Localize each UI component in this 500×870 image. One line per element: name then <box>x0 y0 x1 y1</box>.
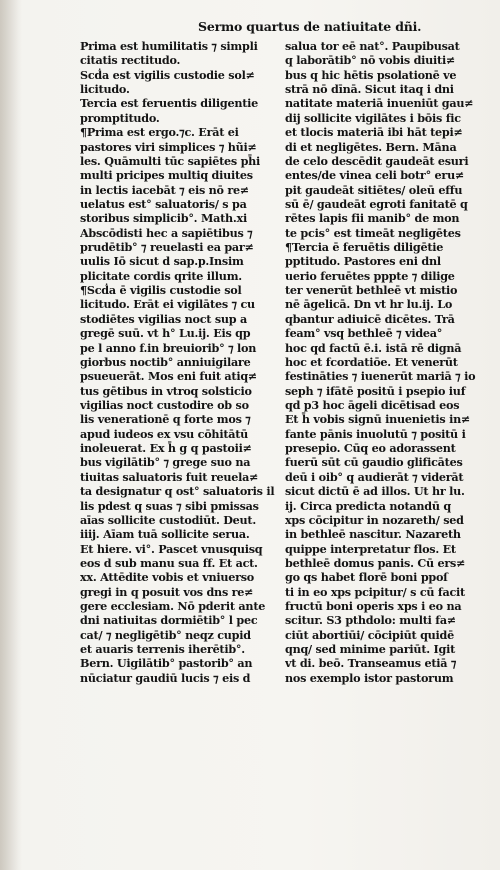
right-column-line: xps cōcipitur in nozareth/ sed <box>285 512 464 527</box>
left-column-line: Prima est humilitatis ⁊ simpli <box>80 39 258 53</box>
right-column-line: fructū boni operis xps i eo na <box>285 599 462 614</box>
right-column-line: uerio feruētes pppte ⁊ dilige <box>285 268 455 283</box>
right-column-line: seph ⁊ ifātē positū i psepio iuf <box>285 383 466 398</box>
right-column-line: hoc et fcordatiōe. Et venerūt <box>285 354 458 369</box>
right-column-line: rētes lapis fii manib° de mon <box>285 211 460 226</box>
left-column-line: iiij. Aīam tuā sollicite serua. <box>80 527 250 542</box>
left-column-line: promptitudo. <box>80 110 160 125</box>
left-column-line: pe l anno f.in breuiorib° ⁊ lon <box>80 340 257 355</box>
left-column-line: licitudo. Erāt ei vigilātes ⁊ cu <box>80 297 255 312</box>
left-column-line: psueuerāt. Mos eni fuit atiq≠ <box>80 369 258 384</box>
running-header: Sermo quartus de natiuitate dñi. <box>198 19 422 34</box>
left-text-column <box>80 39 276 685</box>
left-column-line: pastores viri simplices ⁊ hũi≠ <box>80 139 257 154</box>
left-column-line: ¶Prima est ergo.⁊c. Erāt ei <box>80 125 239 140</box>
right-column-line: Et h̄ vobis signū inuenietis in≠ <box>285 412 471 427</box>
left-column-line: tiuitas saluatoris fuit reuela≠ <box>80 469 259 484</box>
left-column-line: Abscōdisti hec a sapiētibus ⁊ <box>80 225 253 240</box>
left-column-line: Tercia est feruentis diligentie <box>80 96 258 111</box>
left-column-line: uelatus est° saluatoris/ s pa <box>80 196 247 211</box>
right-column-line: bus q hic hētis psolationē ve <box>285 67 457 82</box>
right-column-line: festināties ⁊ iuenerūt mariā ⁊ io <box>285 369 476 384</box>
left-column-line: les. Quāmulti tūc sapiētes ph̄i <box>80 153 261 168</box>
left-column-line: cat/ ⁊ negligētib° neqz cupid <box>80 627 251 642</box>
right-column-line: pptitudo. Pastores eni dnl <box>285 254 441 269</box>
left-column-line: gregē suū. vt h° Lu.ij. Eis qp <box>80 326 251 341</box>
right-column-line: qd p3 hoc āgeli dicētisad eos <box>285 397 460 412</box>
left-column-line: et auaris terrenis iherētib°. <box>80 642 245 657</box>
right-column-line: ciūt abortiūi/ cōcipiūt quidē <box>285 627 454 642</box>
left-column-line: aīas sollicite custodiūt. Deut. <box>80 512 256 527</box>
right-column-line: strā nō dīnā. Sicut itaq i dni <box>285 82 454 97</box>
left-column-line: dni natiuitas dormiētib° l pec <box>80 613 258 628</box>
left-column-line: ta designatur q ost° saluatoris il <box>80 484 275 499</box>
right-column-line: entes/de vinea celi botr° eru≠ <box>285 168 465 183</box>
right-column-line: nos exemplo istor pastorum <box>285 670 454 685</box>
left-column-line: tus gētibus in vtroq solsticio <box>80 383 252 398</box>
left-column-line: ¶Scḋa ē vigilis custodie sol <box>80 283 242 298</box>
right-column-line: feam° vsq bethleē ⁊ videa° <box>285 326 443 341</box>
left-column-line: Bern. Uigilātib° pastorib° an <box>80 656 253 671</box>
left-column-line: in lectis iacebāt ⁊ eis nō re≠ <box>80 182 250 197</box>
left-column-line: vigilias noct custodire ob so <box>80 397 249 412</box>
right-column-line: go qs habet florē boni ppoſ <box>285 570 448 585</box>
left-column-line: nūciatur gaudiū lucis ⁊ eis d <box>80 670 251 685</box>
right-column-line: q laborātib° nō vobis diuiti≠ <box>285 53 456 68</box>
left-column-line: citatis rectitudo. <box>80 53 181 68</box>
right-column-line: pit gaudeāt sitiētes/ oleū effu <box>285 182 463 197</box>
right-column-line: de celo descēdit gaudeāt esuri <box>285 153 469 168</box>
right-column-line: deū i oib° q audierāt ⁊ viderāt <box>285 469 464 484</box>
right-column-line: quippe interpretatur flos. Et <box>285 541 456 556</box>
right-column-line: nē āgelicā. Dn vt hr lu.ij. Lo <box>285 297 453 312</box>
right-column-line: ij. Circa predicta notandū q <box>285 498 451 513</box>
right-column-line: sū ē/ gaudeāt egroti fanitatē q <box>285 196 468 211</box>
left-column-line: prudētib° ⁊ reuelasti ea par≠ <box>80 240 254 255</box>
left-column-line: giorbus noctib° anniuigilare <box>80 354 251 369</box>
right-column-line: qnq/ sed minime pariūt. Igit <box>285 642 455 657</box>
right-column-line: et tlocis materiā ibi hāt tepi≠ <box>285 125 463 140</box>
left-column-line: plicitate cordis qrite illum. <box>80 268 242 283</box>
right-column-line: ter venerūt bethleē vt mistio <box>285 283 458 298</box>
left-column-line: lis venerationē q forte mos ⁊ <box>80 412 251 427</box>
right-column-line: bethleē domus panis. Cū ers≠ <box>285 555 466 570</box>
left-column-line: lis pdest q suas ⁊ sibi pmissas <box>80 498 259 513</box>
right-column-line: vt di. beō. Transeamus etiā ⁊ <box>285 656 457 671</box>
right-column-line: te pcis° est timeāt negligētes <box>285 225 461 240</box>
right-column-line: ¶Tercia ē feruētis diligētie <box>285 240 444 255</box>
right-column-line: natitate materiā inueniūt gau≠ <box>285 96 474 111</box>
left-column-line: gregi in q posuit vos dns re≠ <box>80 584 254 599</box>
left-column-line: Scḋa est vigilis custodie sol≠ <box>80 67 255 82</box>
right-column-line: fante pānis inuolutū ⁊ positū i <box>285 426 466 441</box>
left-column-line: storibus simplicib°. Math.xi <box>80 211 247 226</box>
left-column-line: stodiētes vigilias noct sup a <box>80 311 247 326</box>
right-text-column <box>285 39 490 685</box>
left-column-line: xx. Attēdite vobis et vniuerso <box>80 570 255 585</box>
right-column-line: dij sollicite vigilātes i bōis fic <box>285 110 461 125</box>
left-column-line: inoleuerat. Ex h̄ g q pastoii≠ <box>80 441 252 456</box>
right-column-line: hoc qd factū ē.i. istā rē dignā <box>285 340 462 355</box>
right-column-line: fuerū sūt cū gaudio glificātes <box>285 455 463 470</box>
left-column-line: apud iudeos ex vsu cōhitātū <box>80 426 249 441</box>
right-column-line: presepio. Cūq eo adorassent <box>285 441 456 456</box>
left-column-line: eos d sub manu sua ff. Et act. <box>80 555 258 570</box>
right-column-line: sicut dictū ē ad illos. Ut hr lu. <box>285 484 465 499</box>
left-column-line: multi pricipes multiq diuites <box>80 168 253 183</box>
page-gutter-shadow <box>0 0 22 870</box>
right-column-line: di et negligētes. Bern. Māna <box>285 139 457 154</box>
left-column-line: bus vigilātib° ⁊ grege suo na <box>80 455 251 470</box>
left-column-line: uulis Iō sicut d sap.p.Insim <box>80 254 244 269</box>
left-column-line: gere ecclesiam. Nō pderit ante <box>80 599 266 614</box>
right-column-line: ti in eo xps pcipitur/ s cū facit <box>285 584 465 599</box>
right-column-line: in bethleē nascitur. Nazareth <box>285 527 461 542</box>
right-column-line: scitur. S3 pthdolo: multi fa≠ <box>285 613 456 628</box>
right-column-line: qbantur adiuicē dicētes. Trā <box>285 311 455 326</box>
right-column-line: salua tor eē nat°. Paupibusat <box>285 39 460 53</box>
left-column-line: Et hiere. vi°. Pascet vnusquisq <box>80 541 263 556</box>
left-column-line: licitudo. <box>80 82 130 97</box>
